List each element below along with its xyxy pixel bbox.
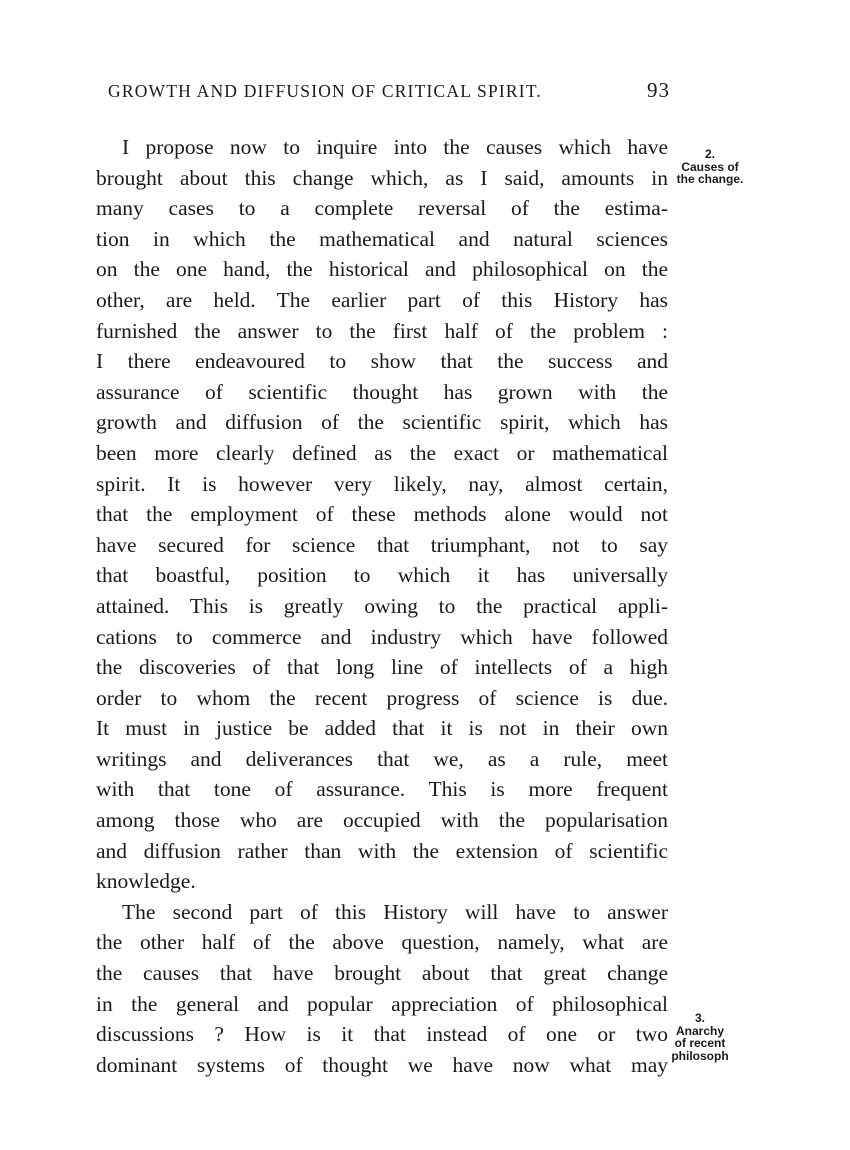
- text-line: furnished the answer to the first half of the problem :: [96, 318, 668, 343]
- text-line: dominant systems of thought we have now what may: [96, 1052, 668, 1077]
- text-line: that boastful, position to which it has universally: [96, 563, 668, 588]
- text-line: among those who are occupied with the popularisation: [96, 808, 668, 833]
- text-line: spirit. It is however very likely, nay, almost certain,: [96, 471, 668, 496]
- text-line: discussions ? How is it that instead of one or two: [96, 1022, 668, 1047]
- text-line: I there endeavoured to show that the success and: [96, 349, 668, 374]
- text-line: the other half of the above question, namely, what are: [96, 930, 668, 955]
- text-line: tion in which the mathematical and natural sciences: [96, 226, 668, 251]
- margin-note-number: 2.: [704, 147, 715, 161]
- text-line: attained. This is greatly owing to the practical appli-: [96, 593, 668, 618]
- margin-note-line: Anarchy: [675, 1023, 725, 1038]
- margin-note-line: philosoph: [671, 1048, 729, 1063]
- text-line: the discoveries of that long line of intellects of a high: [96, 655, 668, 680]
- body-text: [96, 132, 668, 1080]
- paragraph-2: [96, 897, 668, 1081]
- margin-note-line: of recent: [674, 1036, 726, 1050]
- text-line: knowledge.: [96, 869, 196, 894]
- text-line: growth and diffusion of the scientific spirit, which has: [96, 410, 668, 435]
- text-line: brought about this change which, as I said, amounts in: [96, 165, 668, 190]
- text-line: The second part of this History will have to answer: [122, 899, 668, 924]
- text-line: cations to commerce and industry which have followed: [96, 624, 668, 649]
- text-line: order to whom the recent progress of science is due.: [96, 685, 668, 710]
- text-line: in the general and popular appreciation of philosophical: [96, 991, 668, 1016]
- margin-note-line: the change.: [676, 172, 744, 186]
- text-line: writings and deliverances that we, as a rule, meet: [96, 746, 668, 771]
- text-line: the causes that have brought about that great change: [96, 961, 668, 986]
- margin-note-number: 3.: [694, 1011, 705, 1025]
- running-title: GROWTH AND DIFFUSION OF CRITICAL SPIRIT.: [108, 81, 542, 101]
- running-header: [108, 78, 670, 108]
- text-line: I propose now to inquire into the causes which have: [122, 135, 668, 159]
- text-line: with that tone of assurance. This is more frequent: [96, 777, 668, 802]
- text-line: many cases to a complete reversal of the estima-: [96, 196, 668, 221]
- text-line: other, are held. The earlier part of this History has: [96, 287, 668, 312]
- page-number: 93: [647, 78, 670, 102]
- text-line: been more clearly defined as the exact or mathematical: [96, 440, 668, 465]
- text-line: and diffusion rather than with the extension of scientific: [96, 838, 668, 863]
- margin-note-causes: [674, 148, 746, 186]
- text-line: It must in justice be added that it is not in their own: [96, 716, 668, 741]
- text-line: have secured for science that triumphant, not to say: [96, 532, 668, 557]
- text-line: assurance of scientific thought has grown with the: [96, 379, 668, 404]
- margin-note-line: Causes of: [681, 159, 739, 174]
- paragraph-1: [96, 132, 668, 897]
- text-line: on the one hand, the historical and philosophical on the: [96, 257, 668, 282]
- text-line: that the employment of these methods alone would not: [96, 502, 668, 527]
- margin-note-anarchy: [664, 1012, 736, 1062]
